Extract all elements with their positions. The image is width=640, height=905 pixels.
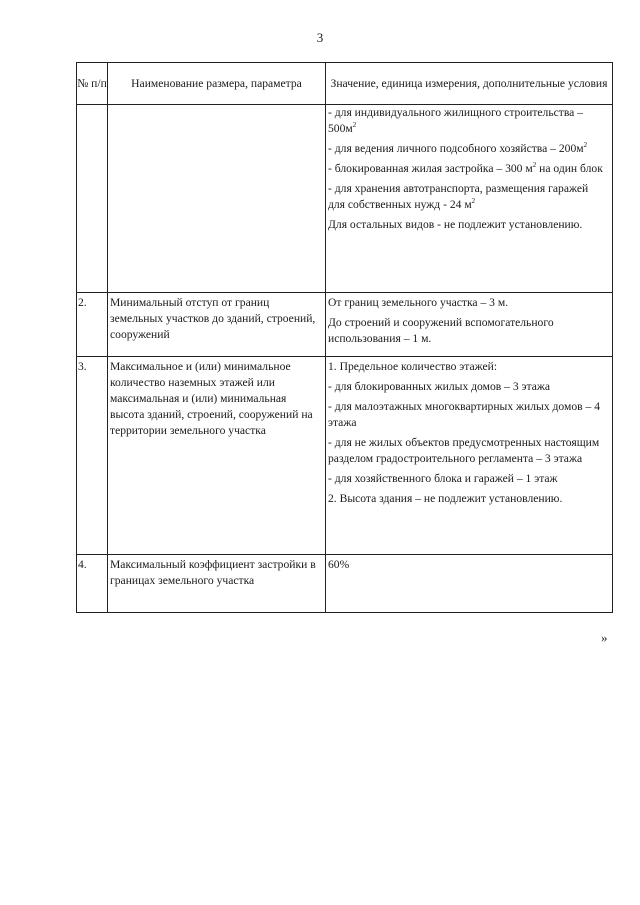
cell-num: 2. [77, 293, 108, 357]
page-number: 3 [316, 30, 324, 45]
value-line: От границ земельного участка – 3 м. [328, 296, 509, 309]
cell-value [326, 555, 613, 613]
cell-name [108, 105, 326, 293]
value-line: - для малоэтажных многоквартирных жилых домов – 4 этажа [328, 400, 600, 429]
cell-value [326, 293, 613, 357]
table-row [77, 293, 613, 357]
value-line: 60% [328, 558, 350, 571]
header-name: Наименование размера, параметра [108, 63, 326, 105]
value-line: 1. Предельное количество этажей: [328, 360, 498, 373]
cell-num: 3. [77, 357, 108, 555]
value-line: - для блокированных жилых домов – 3 этажа [328, 380, 551, 393]
cell-name: Минимальный отступ от границ земельных участков до зданий, строений, сооружений [108, 293, 326, 357]
table-header-row [77, 63, 613, 105]
table-row [77, 555, 613, 613]
value-line: Для остальных видов - не подлежит установлению. [328, 218, 583, 231]
header-num: № п/п [77, 63, 108, 105]
cell-value [326, 357, 613, 555]
cell-num [77, 105, 108, 293]
table-row [77, 357, 613, 555]
closing-quote: » [601, 630, 608, 645]
cell-name: Максимальное и (или) минимальное количество наземных этажей или максимальная и (или) минимальная высота зданий, строений, сооружений на территории земельного участка [108, 357, 326, 555]
value-line: - для не жилых объектов предусмотренных настоящим разделом градостроительного регламента – 3 этажа [328, 436, 600, 465]
value-line: До строений и сооружений вспомогательного использования – 1 м. [328, 316, 554, 345]
value-line: - для хозяйственного блока и гаражей – 1 этаж [328, 472, 558, 485]
header-value: Значение, единица измерения, дополнительные условия [326, 63, 613, 105]
parameters-table [76, 62, 613, 613]
value-line: - для индивидуального жилищного строительства $-500м^2$ [328, 106, 583, 135]
cell-value [326, 105, 613, 293]
value-line: 2. Высота здания – не подлежит установлению. [328, 492, 563, 505]
cell-num: 4. [77, 555, 108, 613]
table-row-continuation [77, 105, 613, 293]
cell-name: Максимальный коэффициент застройки в границах земельного участка [108, 555, 326, 613]
value-line: - для ведения личного подсобного хозяйства – $200м^2$ [328, 141, 588, 155]
value-line: - блокированная жилая застройка – 300 $м^2$ на один блок [328, 161, 603, 175]
value-line: - для хранения автотранспорта, размещения гаражей для собственных нужд - 24 $м^2$ [328, 182, 589, 211]
